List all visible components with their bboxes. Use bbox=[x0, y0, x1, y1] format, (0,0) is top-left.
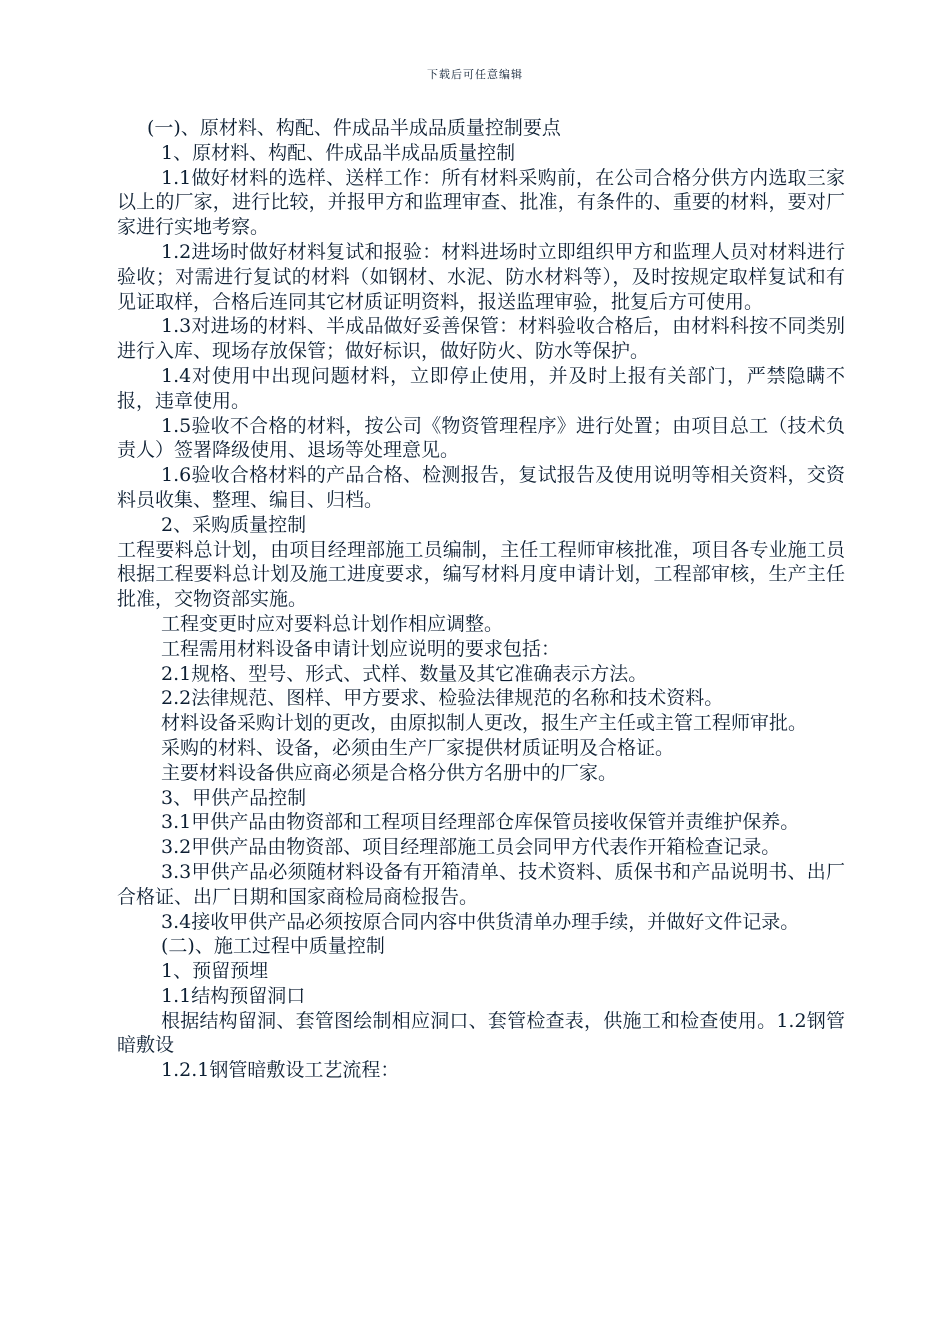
paragraph: 1.1结构预留洞口 bbox=[161, 984, 306, 1007]
paragraph: 1.5验收不合格的材料，按公司《物资管理程序》进行处置；由项目总工（技术负责人）签署降级使用、退场等处理意见。 bbox=[117, 414, 845, 462]
paragraph: 1.4对使用中出现问题材料，立即停止使用，并及时上报有关部门，严禁隐瞒不报，违章使用。 bbox=[117, 364, 845, 412]
paragraph: 2.1规格、型号、形式、式样、数量及其它准确表示方法。 bbox=[161, 662, 648, 685]
document-body bbox=[117, 116, 845, 1083]
paragraph: 工程变更时应对要料总计划作相应调整。 bbox=[161, 612, 504, 635]
paragraph: 2.2法律规范、图样、甲方要求、检验法律规范的名称和技术资料。 bbox=[161, 687, 724, 710]
paragraph: 工程要料总计划，由项目经理部施工员编制，主任工程师审核批准，项目各专业施工员根据工程要料总计划及施工进度要求，编写材料月度申请计划，工程部审核，生产主任批准，交物资部实施。 bbox=[117, 538, 845, 611]
paragraph: 3.2甲供产品由物资部、项目经理部施工员会同甲方代表作开箱检查记录。 bbox=[161, 836, 781, 859]
paragraph: (二)、施工过程中质量控制 bbox=[161, 935, 385, 958]
paragraph: 3、甲供产品控制 bbox=[161, 786, 307, 809]
paragraph: 工程需用材料设备申请计划应说明的要求包括： bbox=[161, 637, 561, 660]
paragraph: 1.6验收合格材料的产品合格、检测报告，复试报告及使用说明等相关资料，交资料员收集、整理、编目、归档。 bbox=[117, 464, 845, 511]
paragraph: 1.2进场时做好材料复试和报验：材料进场时立即组织甲方和监理人员对材料进行验收；对需进行复试的材料（如钢材、水泥、防水材料等），及时按规定取样复试和有见证取样，合格后连同其它材质证明资料，报送监理审验，批复后方可使用。 bbox=[117, 240, 845, 313]
paragraph: 2、采购质量控制 bbox=[161, 513, 307, 536]
paragraph: 3.3甲供产品必须随材料设备有开箱清单、技术资料、质保书和产品说明书、出厂合格证、出厂日期和国家商检局商检报告。 bbox=[117, 860, 845, 908]
paragraph: 主要材料设备供应商必须是合格分供方名册中的厂家。 bbox=[161, 761, 618, 784]
header-note: 下载后可任意编辑 bbox=[427, 68, 523, 81]
paragraph: 采购的材料、设备，必须由生产厂家提供材质证明及合格证。 bbox=[161, 736, 675, 759]
paragraph: (一)、原材料、构配、件成品半成品质量控制要点 bbox=[147, 117, 561, 139]
paragraph: 根据结构留洞、套管图绘制相应洞口、套管检查表，供施工和检查使用。1.2钢管暗敷设 bbox=[117, 1009, 845, 1057]
paragraph: 1、预留预埋 bbox=[161, 960, 269, 983]
paragraph: 1、原材料、构配、件成品半成品质量控制 bbox=[161, 141, 516, 164]
paragraph: 1.1做好材料的选样、送样工作：所有材料采购前，在公司合格分供方内选取三家以上的厂家，进行比较，并报甲方和监理审查、批准，有条件的、重要的材料，要对厂家进行实地考察。 bbox=[117, 166, 845, 239]
paragraph: 材料设备采购计划的更改，由原拟制人更改，报生产主任或主管工程师审批。 bbox=[161, 712, 808, 735]
paragraph: 3.1甲供产品由物资部和工程项目经理部仓库保管员接收保管并责维护保养。 bbox=[161, 811, 800, 834]
paragraph: 1.3对进场的材料、半成品做好妥善保管：材料验收合格后，由材料科按不同类别进行入库、现场存放保管；做好标识，做好防火、防水等保护。 bbox=[117, 315, 845, 363]
paragraph: 1.2.1钢管暗敷设工艺流程： bbox=[161, 1059, 400, 1082]
paragraph: 3.4接收甲供产品必须按原合同内容中供货清单办理手续，并做好文件记录。 bbox=[161, 910, 800, 933]
